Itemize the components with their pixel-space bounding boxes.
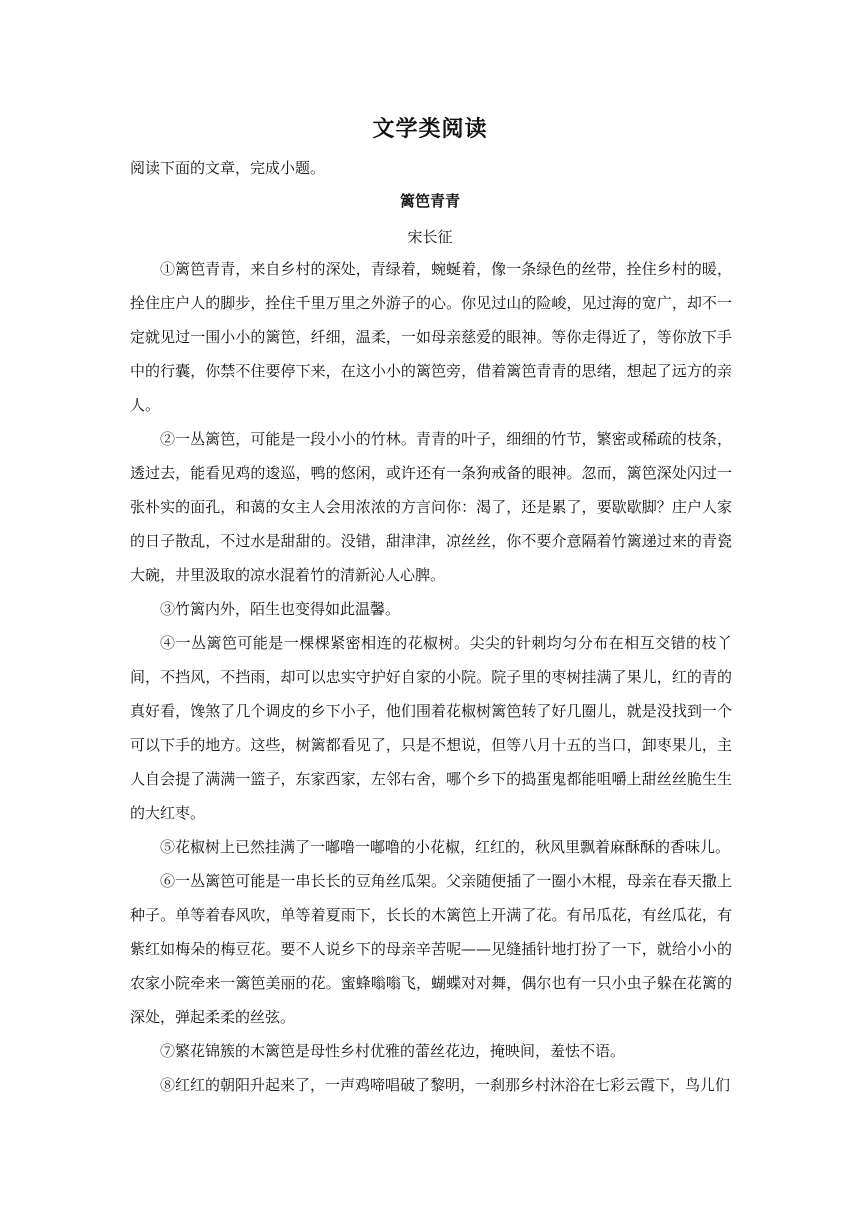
essay-body xyxy=(130,252,732,1102)
page-title: 文学类阅读 xyxy=(372,117,488,142)
essay-author: 宋长征 xyxy=(407,228,453,246)
paragraph-2: ②一丛篱笆，可能是一段小小的竹林。青青的叶子，细细的竹节，繁密或稀疏的枝条，透过去，能看见鸡的逡巡，鸭的悠闲，或许还有一条狗戒备的眼神。忽而，篱笆深处闪过一张朴实的面孔，和蔼的女主人会用浓浓的方言问你：渴了，还是累了，要歇歇脚？庄户人家的日子散乱，不过水是甜甜的。没错，甜津津，凉丝丝，你不要介意隔着竹篱递过来的青瓷大碗，井里汲取的凉水混着竹的清新沁人心脾。 xyxy=(130,430,732,584)
paragraph-4: ④一丛篱笆可能是一棵棵紧密相连的花椒树。尖尖的针刺均匀分布在相互交错的枝丫间，不挡风，不挡雨，却可以忠实守护好自家的小院。院子里的枣树挂满了果儿，红的青的真好看，馋煞了几个调皮的乡下小子，他们围着花椒树篱笆转了好几圈儿，就是没找到一个可以下手的地方。这些，树篱都看见了，只是不想说，但等八月十五的当口，卸枣果儿，主人自会提了满满一篮子，东家西家，左邻右舍，哪个乡下的捣蛋鬼都能咀嚼上甜丝丝脆生生的大红枣。 xyxy=(130,634,732,822)
instruction-text: 阅读下面的文章，完成小题。 xyxy=(130,159,326,177)
paragraph-3: ③竹篱内外，陌生也变得如此温馨。 xyxy=(160,600,401,618)
paragraph-1: ①篱笆青青，来自乡村的深处，青绿着，蜿蜒着，像一条绿色的丝带，拴住乡村的暖，拴住庄户人的脚步，拴住千里万里之外游子的心。你见过山的险峻，见过海的宽广，却不一定就见过一围小小的篱笆，纤细，温柔，一如母亲慈爱的眼神。等你走得近了，等你放下手中的行囊，你禁不住要停下来，在这小小的篱笆旁，借着篱笆青青的思绪，想起了远方的亲人。 xyxy=(130,260,732,414)
paragraph-8: ⑧红红的朝阳升起来了，一声鸡啼唱破了黎明，一刹那乡村沐浴在七彩云霞下，鸟儿们 xyxy=(160,1076,731,1094)
essay-title: 篱笆青青 xyxy=(399,192,460,210)
paragraph-5: ⑤花椒树上已然挂满了一嘟噜一嘟噜的小花椒，红红的，秋风里飘着麻酥酥的香味儿。 xyxy=(160,838,731,856)
paragraph-6: ⑥一丛篱笆可能是一串长长的豆角丝瓜架。父亲随便插了一圈小木棍，母亲在春天撒上种子。单等着春风吹，单等着夏雨下，长长的木篱笆上开满了花。有吊瓜花，有丝瓜花，有紫红如梅朵的梅豆花。要不人说乡下的母亲辛苦呢——见缝插针地打扮了一下，就给小小的农家小院牵来一篱笆美丽的花。蜜蜂嗡嗡飞，蝴蝶对对舞，偶尔也有一只小虫子躲在花篱的深处，弹起柔柔的丝弦。 xyxy=(130,872,732,1026)
paragraph-7: ⑦繁花锦簇的木篱笆是母性乡村优雅的蕾丝花边，掩映间，羞怯不语。 xyxy=(160,1042,626,1060)
